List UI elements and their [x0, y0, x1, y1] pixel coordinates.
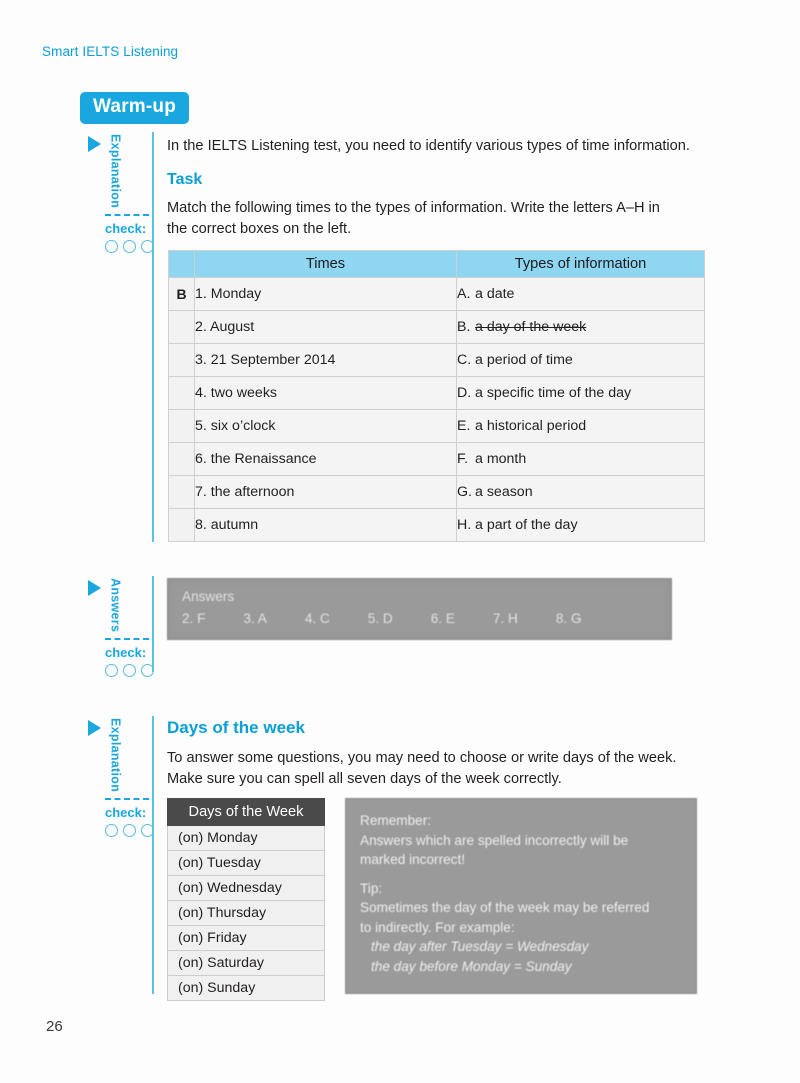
type-cell [457, 509, 705, 542]
tip-line-1: Sometimes the day of the week may be referred [360, 900, 650, 915]
type-option-letter: F. [457, 451, 469, 467]
check-label: check: [105, 805, 147, 821]
answer-item: 3. A [243, 611, 267, 626]
sidebar-label-explanation: Explanation [108, 134, 123, 209]
check-label: check: [105, 645, 147, 661]
check-circles[interactable] [105, 664, 164, 677]
check-circle-2[interactable] [123, 664, 136, 677]
type-cell [457, 278, 705, 311]
remember-heading: Remember: [360, 813, 432, 828]
matching-header-times: Times [195, 251, 457, 278]
answer-item: 7. H [492, 611, 518, 626]
matching-table-header-row [169, 251, 705, 278]
type-option-text: a date [475, 286, 515, 302]
sidebar-label-explanation: Explanation [108, 718, 123, 793]
play-triangle-icon [88, 580, 101, 596]
check-label: check: [105, 221, 147, 237]
play-triangle-icon [88, 136, 101, 152]
answer-item: 4. C [304, 611, 330, 626]
check-circle-1[interactable] [105, 664, 118, 677]
answer-item: 5. D [367, 611, 393, 626]
tip-heading: Tip: [360, 880, 383, 896]
remember-line-2: marked incorrect! [360, 852, 466, 867]
check-circles[interactable] [105, 240, 164, 253]
day-cell: (on) Wednesday [168, 876, 325, 901]
table-row [169, 509, 705, 542]
type-cell [457, 410, 705, 443]
section-rule-2 [152, 576, 154, 672]
task-instruction-line-1: Match the following times to the types of information. Write the letters A–H in [167, 200, 660, 216]
tip-example-2: the day before Monday = Sunday [371, 958, 572, 974]
matching-table-body [169, 278, 705, 542]
answer-letter-cell[interactable] [169, 509, 195, 542]
tip-example-1: the day after Tuesday = Wednesday [371, 939, 589, 954]
check-circles[interactable] [105, 824, 164, 837]
type-cell-content [457, 451, 526, 467]
check-circle-2[interactable] [123, 240, 136, 253]
answer-letter-cell[interactable] [169, 344, 195, 377]
type-option-text: a historical period [475, 418, 587, 434]
table-row [168, 926, 325, 951]
time-cell: 5. six o’clock [195, 410, 457, 443]
type-cell [457, 344, 705, 377]
type-cell-content [457, 286, 514, 302]
table-row [168, 901, 325, 926]
type-cell-content [457, 319, 586, 335]
type-option-text: a season [475, 484, 533, 500]
days-table-header-row [168, 799, 325, 826]
table-row [168, 976, 325, 1001]
table-row [169, 476, 705, 509]
type-cell [457, 443, 705, 476]
type-option-letter: H. [457, 517, 472, 533]
table-row [168, 851, 325, 876]
type-option-text: a period of time [475, 352, 573, 368]
section-rule-3 [152, 716, 154, 994]
type-cell [457, 476, 705, 509]
type-option-text: a day of the week [475, 319, 587, 335]
type-option-letter: G. [457, 484, 472, 500]
answer-letter-cell[interactable] [169, 410, 195, 443]
type-cell-content [457, 418, 586, 434]
days-table-header: Days of the Week [168, 799, 325, 826]
type-cell [457, 311, 705, 344]
time-cell: 6. the Renaissance [195, 443, 457, 476]
type-cell [457, 377, 705, 410]
day-cell: (on) Sunday [168, 976, 325, 1001]
time-cell: 2. August [195, 311, 457, 344]
dashed-divider [105, 638, 149, 640]
type-option-text: a specific time of the day [475, 385, 632, 401]
days-paragraph-line-1: To answer some questions, you may need to choose or write days of the week. [167, 750, 677, 766]
table-row [169, 443, 705, 476]
check-circle-1[interactable] [105, 824, 118, 837]
tip-line-2: to indirectly. For example: [360, 919, 515, 935]
dashed-divider [105, 798, 149, 800]
day-cell: (on) Saturday [168, 951, 325, 976]
answers-title: Answers [182, 589, 235, 604]
day-cell: (on) Monday [168, 826, 325, 851]
type-cell-content [457, 484, 533, 500]
answer-item: 6. E [430, 611, 455, 626]
day-cell: (on) Friday [168, 926, 325, 951]
remember-tip-box[interactable] [345, 798, 697, 994]
time-cell: 4. two weeks [195, 377, 457, 410]
section-rule-1 [152, 132, 154, 542]
type-cell-content [457, 517, 578, 533]
matching-header-letter [169, 251, 195, 278]
type-option-letter: B. [457, 319, 471, 335]
type-cell-content [457, 385, 631, 401]
task-title: Task [167, 171, 203, 188]
dashed-divider [105, 214, 149, 216]
type-option-letter: A. [457, 286, 471, 302]
time-cell: 3. 21 September 2014 [195, 344, 457, 377]
table-row [168, 876, 325, 901]
running-head: Smart IELTS Listening [42, 44, 179, 59]
remember-line-1: Answers which are spelled incorrectly will be [360, 832, 629, 848]
time-cell: 1. Monday [195, 278, 457, 311]
type-option-text: a part of the day [475, 517, 578, 533]
table-row [168, 951, 325, 976]
answer-letter-cell[interactable]: B [169, 278, 195, 311]
play-triangle-icon [88, 720, 101, 736]
page-number: 26 [46, 1018, 63, 1035]
time-cell: 7. the afternoon [195, 476, 457, 509]
matching-header-types: Types of information [457, 251, 705, 278]
type-cell-content [457, 352, 573, 368]
sidebar-label-answers: Answers [108, 578, 123, 633]
table-row [169, 410, 705, 443]
matching-table [168, 250, 705, 542]
answer-item: 2. F [182, 611, 206, 626]
days-table-body [168, 826, 325, 1001]
time-cell: 8. autumn [195, 509, 457, 542]
spacer [360, 870, 682, 879]
table-row [169, 278, 705, 311]
table-row [169, 311, 705, 344]
table-row [169, 377, 705, 410]
type-option-letter: D. [457, 385, 472, 401]
intro-paragraph: In the IELTS Listening test, you need to identify various types of time information. [167, 138, 690, 154]
answer-letter-cell[interactable] [169, 443, 195, 476]
answer-letter-cell[interactable] [169, 311, 195, 344]
table-row [168, 826, 325, 851]
check-circle-1[interactable] [105, 240, 118, 253]
days-paragraph-line-2: Make sure you can spell all seven days of the week correctly. [167, 771, 562, 787]
answers-reveal-box[interactable] [167, 578, 672, 640]
type-option-letter: E. [457, 418, 471, 434]
warm-up-badge: Warm-up [80, 92, 189, 124]
days-section-title: Days of the week [167, 718, 305, 737]
answers-list [182, 611, 657, 626]
answer-item: 8. G [555, 611, 582, 626]
check-circle-2[interactable] [123, 824, 136, 837]
answer-letter-cell[interactable] [169, 476, 195, 509]
day-cell: (on) Thursday [168, 901, 325, 926]
type-option-letter: C. [457, 352, 472, 368]
task-instruction-line-2: the correct boxes on the left. [167, 221, 352, 237]
day-cell: (on) Tuesday [168, 851, 325, 876]
answer-letter-cell[interactable] [169, 377, 195, 410]
days-of-week-table [167, 798, 325, 1001]
type-option-text: a month [475, 451, 527, 467]
table-row [169, 344, 705, 377]
